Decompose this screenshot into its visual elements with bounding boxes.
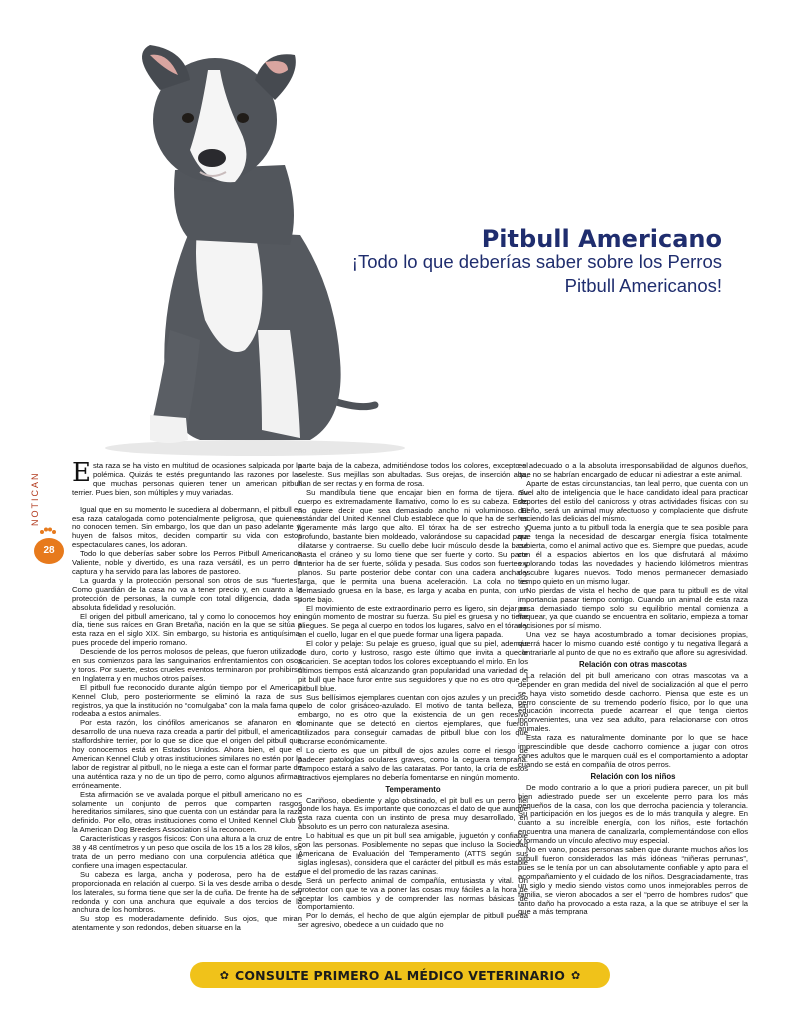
- paragraph: Una vez se haya acostumbrado a tomar decisiones propias, querrá hacer lo mismo cuando esté contigo y tu negativa llegará a contrariarle al punto de que no es extraño que aflore su agresividad.: [518, 630, 748, 658]
- paragraph: Su mandíbula tiene que encajar bien en forma de tijera. Su cuerpo es extremadamente llamativo, como lo es su cabeza. Esto no quiere decir que sea demasiado ancho ni voluminoso. El estándar del United Kennel Club establece que lo que ha de ser es ligeramente más largo que alto. El tórax ha de ser estrecho y profundo, bastante bien moldeado, valorándose su capacidad para dilatarse y contraerse. Su cuello debe lucir músculo desde la base hasta el cráneo y su lomo tiene que ser fuerte y corto. Su parte anterior ha de ser fuerte, sólida y pesada. Sus codos son fuertes y planos. Su parte posterior debe contar con una cadera ancha y larga, que le permita una buena aceleración. La cola no es demasiado gruesa en la base, es larga y acaba en punta, con un porte bajo.: [298, 487, 528, 604]
- paragraph: Su stop es moderadamente definido. Sus ojos, que miran atentamente y son redondos, deben situarse en la: [72, 914, 302, 933]
- paragraph: Características y rasgos físicos: Con una altura a la cruz de entre 38 y 48 centímetros y un peso que oscila de los 15 a los 28 kilos, se trata de un perro mediano con una corpulencia atlética que le confiere una imagen espectacular.: [72, 834, 302, 870]
- article-column-1: [72, 458, 302, 933]
- paragraph: Lo habitual es que un pit bull sea amigable, juguetón y confiable con las personas. Posiblemente no sepas que incluso la Sociedad Americana de Evaluación del Temperamento (ATTS según sus siglas inglesas), considera que el carácter del pitbull es más estable que el del promedio de las razas caninas.: [298, 831, 528, 876]
- paragraph: Cariñoso, obediente y algo obstinado, el pit bull es un perro fiel donde los haya. Es importante que conozcas el dato de que aunque esta raza cuenta con un instinto de presa muy desarrollado, en absoluto es un perro con naturaleza asesina.: [298, 795, 528, 832]
- paw-icon: ✿: [571, 969, 581, 982]
- paragraph: De modo contrario a lo que a priori pudiera parecer, un pit bull bien adiestrado puede ser un excelente perro para los más pequeños de la casa, con los que derrocha paciencia y tolerancia. Su participación en los juegos es de lo más tranquila y alegre. En cuanto a su increíble energía, con los niños, este fortachón encuentra una manera de canalizarla, complementándose con ellos y formando un vínculo afectivo muy especial.: [518, 782, 748, 846]
- paragraph: El movimiento de este extraordinario perro es ligero, sin dejar en ningún momento de mostrar su fuerza. Su piel es gruesa y no tiene pliegues. Se pega al cuerpo en todos los lugares, salvo en el tórax y en el cuello, lugar en el que puede formar una ligera papada.: [298, 603, 528, 640]
- paw-icon: [38, 526, 56, 538]
- paragraph: Todo lo que deberías saber sobre los Perros Pitbull Americanos Valiente, noble y divertido, es una raza versátil, es un perro de captura y ha servido para las labores de pastoreo.: [72, 549, 302, 576]
- paragraph: Será un perfecto animal de compañía, entusiasta y vital. Un protector con que te va a poner las cosas muy fáciles a la hora de aceptar los cambios y de comprender las normas básicas de comportamiento.: [298, 875, 528, 912]
- paragraph: sta raza se ha visto en multitud de ocasiones salpicada por la polémica. Quizás te estés preguntando las razones por las que muchas personas quieren tener un american pitbull terrier. Pues bien, son múltiples y muy variadas.: [72, 461, 302, 497]
- paragraph: No pierdas de vista el hecho de que para tu pitbull es de vital importancia pasar tiempo contigo. Cuando un animal de esta raza pasa demasiado tiempo solo su equilibrio mental comienza a flaquear, ya que cuando se encuentra en solitario, empieza a tomar decisiones por sí mismo.: [518, 585, 748, 631]
- paragraph: La relación del pit bull americano con otras mascotas va a depender en gran medida del nivel de socialización al que el perro se haya visto sometido desde cachorro. Piensa que este es un perro consciente de su tremendo poderío físico, por lo que una educación incorrecta puede acarrear el que tenga ciertos inconvenientes, una vez sea adulto, para relacionarse con otros animales.: [518, 670, 748, 734]
- paragraph: La guarda y la protección personal son otros de sus “fuertes”. Como guardián de la casa no va a tener precio y, en cuanto a la protección de personas, la cumple con total diligencia, dada su absoluta fidelidad y resolución.: [72, 575, 302, 612]
- paragraph: Por esta razón, los cinófilos americanos se afanaron en el desarrollo de una nueva raza creada a partir del pitbull, el american staffordshire terrier, por lo que se dice que el origen del pitbull que hoy conocemos está en Estados Unidos. Ahora bien, el que el American Kennel Club y otras instituciones similares no estén por la labor de registrar al pitbull, no le niega a este can el formar parte de una auténtica raza y no de un tipo de perro, como algunos afirman erróneamente.: [72, 718, 302, 790]
- paragraph: parte baja de la cabeza, admitiéndose todos los colores, excepto el celeste. Sus mejillas son abultadas. Sus orejas, de inserción alta, han de ser rectas y en forma de rosa.: [298, 461, 528, 488]
- banner-text: CONSULTE PRIMERO AL MÉDICO VETERINARIO: [234, 967, 566, 983]
- paragraph: Sus bellísimos ejemplares cuentan con ojos azules y un precioso pelo de color grisáceo-azulado. El motivo de tanta belleza, sin embargo, no es otro que la existencia de un gen recesivo dominante que se detectó en ciertos ejemplares, que fueron utilizados para conseguir camadas de pitbull blue con los que lucrarse económicamente.: [298, 692, 528, 747]
- veterinarian-banner: [190, 962, 610, 988]
- article-column-3: [518, 462, 748, 917]
- paw-icon: ✿: [219, 969, 229, 982]
- paragraph: Aparte de estas circunstancias, tan leal perro, que cuenta con un nivel alto de inteligencia que le hace candidato ideal para practicar deportes del estilo del canicross y otras actividades físicas con su dueño, será un animal muy afectuoso y complaciente que disfrute haciendo las delicias del mismo.: [518, 478, 748, 524]
- paragraph: Desciende de los perros molosos de peleas, que fueron utilizados en sus comienzos para las sanguinarios enfrentamientos con osos y toros. Por suerte, estos crueles eventos terminaron por prohibirse en Inglaterra y en muchos otros países.: [72, 647, 302, 683]
- paragraph: Por lo demás, el hecho de que algún ejemplar de pitbull pueda ser agresivo, obedece a un cuidado que no: [298, 911, 528, 930]
- paragraph: Igual que en su momento le sucediera al dobermann, el pitbull es esa raza catalogada como potencialmente peligrosa, que quienes no conocen temen. Sin embargo, los que dan un paso adelante y, huyen de falsos mitos, deciden compartir su vida con estos espectaculares canes, los adoran.: [72, 504, 302, 550]
- paragraph: Su cabeza es larga, ancha y poderosa, pero ha de estar proporcionada en relación al cuerpo. Si la ves desde arriba o desde los laterales, su forma tiene que ser la de cuña. De frente ha de ser redonda y con una anchura que equivale a dos tercios de la anchura de los hombros.: [72, 869, 302, 915]
- paragraph: Lo cierto es que un pitbull de ojos azules corre el riesgo de padecer patologías oculares graves, como la ceguera temprana. Tampoco estará a salvo de las cataratas. Por tanto, la cría de estos atractivos ejemplares no debería fomentarse en ningún momento.: [298, 746, 528, 782]
- page-number-badge: 28: [34, 538, 64, 564]
- paragraph: Esta afirmación se ve avalada porque el pitbull americano no es solamente un conjunto de perros que comparten rasgos hereditarios similares, sino que cuenta con un estándar para la raza definido. Por ello, otras instituciones como el United Kennel Club y la American Dog Breeders Association sí la reconocen.: [72, 789, 302, 835]
- paragraph: El pitbull fue reconocido durante algún tiempo por el American Kennel Club, pero posteriormente se eliminó la raza de sus registros, ya que la institución no “comulgaba” con la mala fama que rodeaba a estos animales.: [72, 682, 302, 719]
- article-column-2: [298, 462, 528, 930]
- magazine-brand: NOTICAN: [30, 471, 40, 527]
- article-subtitle: ¡Todo lo que deberías saber sobre los Perros Pitbull Americanos!: [351, 251, 722, 296]
- paragraph: Esta raza es naturalmente dominante por lo que se hace imprescindible que desde cachorro comience a jugar con otros canes adultos que le marquen cuál es el comportamiento a adoptar cuando se está en compañía de otros perros.: [518, 733, 748, 769]
- drop-cap: E: [72, 458, 91, 488]
- paragraph: Quema junto a tu pitbull toda la energía que te sea posible para que tenga la necesidad de descargar energía física totalmente cubierta, como el animal activo que es. Siempre que puedas, acude con él a espacios abiertos en los que disfrutará al máximo explorando todas las novedades y haciendo kilómetros mientras descubre lugares nuevos. Todo menos permanecer demasiado tiempo quieto en un mismo lugar.: [518, 523, 748, 586]
- paragraph: es adecuado o a la absoluta irresponsabilidad de algunos dueños, que no se habrían encargado de educar ni adiestrar a este animal.: [518, 461, 748, 479]
- article-title: Pitbull Americano: [481, 225, 722, 253]
- section-heading: Temperamento: [385, 784, 441, 794]
- section-heading: Relación con otras mascotas: [579, 659, 687, 669]
- paragraph: El origen del pitbull americano, tal y como lo conocemos hoy en día, tiene sus raíces en Gran Bretaña, nación en la que se sitúa a esta raza en el siglo XIX. Sin embargo, su historia es antiquísima, pues procede del imperio romano.: [72, 611, 302, 648]
- paragraph: No en vano, pocas personas saben que durante muchos años los pitbull fueron considerados las más idóneas “niñeras perrunas”, pues se le tenía por un can absolutamente confiable y apto para el acompañamiento y el cuidado de los niños. Desgraciadamente, tras un siglo y medio siendo vistos como unos inmejorables perros de familia, se vieron abocados a ser el “perro de hombres rudos” que tanto daño ha provocado a esta raza, a la que se atribuye el ser la que a más temprana: [518, 845, 748, 917]
- section-heading: Relación con los niños: [590, 771, 676, 781]
- paragraph: El color y pelaje: Su pelaje es grueso, igual que su piel, además de duro, corto y lustroso, rasgo este último que invita a que le acaricien. Se aceptan todos los colores exceptuando el mirlo. En los últimos tiempos está alcanzando gran popularidad una variedad de pit bull que hace furor entre sus seguidores y que no es otro que el pitbull blue.: [298, 639, 528, 693]
